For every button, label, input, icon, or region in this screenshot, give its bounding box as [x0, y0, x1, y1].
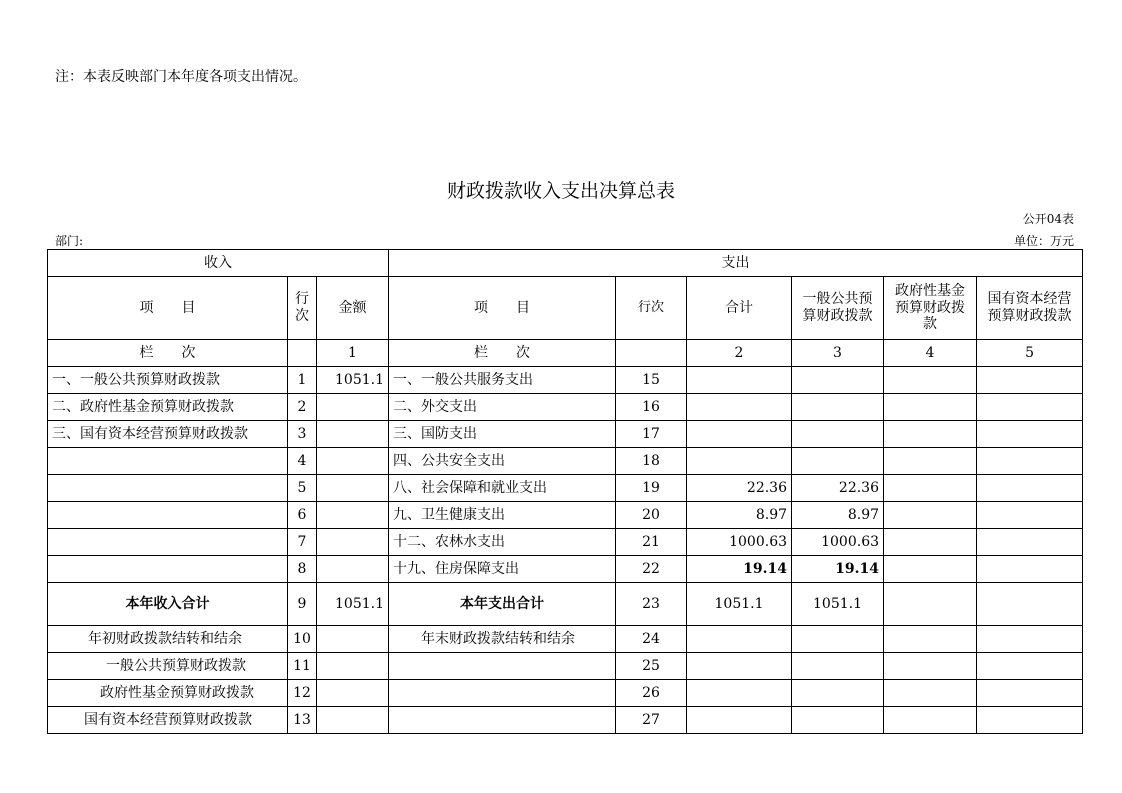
expense-item-header: 项 目 — [389, 277, 616, 340]
expense-row-no: 23 — [616, 583, 687, 626]
general-budget-cell — [792, 653, 884, 680]
general-budget-cell: 1000.63 — [792, 529, 884, 556]
income-item: 二、政府性基金预算财政拨款 — [48, 394, 288, 421]
state-capital-cell — [977, 367, 1083, 394]
table-note: 注：本表反映部门本年度各项支出情况。 — [55, 69, 307, 85]
table-row — [48, 367, 1083, 394]
expense-row-no: 24 — [616, 626, 687, 653]
table-row — [48, 556, 1083, 583]
table-row — [48, 626, 1083, 653]
gov-fund-cell — [884, 367, 977, 394]
income-item — [48, 529, 288, 556]
table-row — [48, 502, 1083, 529]
general-budget-cell — [792, 421, 884, 448]
gov-fund-cell — [884, 653, 977, 680]
expense-row-no: 15 — [616, 367, 687, 394]
expense-item: 九、卫生健康支出 — [389, 502, 616, 529]
state-capital-cell — [977, 394, 1083, 421]
income-row-no: 7 — [288, 529, 317, 556]
income-row-no: 5 — [288, 475, 317, 502]
expense-row-no: 18 — [616, 448, 687, 475]
general-budget-cell: 22.36 — [792, 475, 884, 502]
empty-cell — [288, 340, 317, 367]
income-amount — [317, 394, 389, 421]
expense-row-no: 25 — [616, 653, 687, 680]
gov-fund-cell — [884, 707, 977, 734]
state-capital-header: 国有资本经营预算财政拨款 — [977, 277, 1083, 340]
total-cell: 8.97 — [687, 502, 792, 529]
column-index-row — [48, 340, 1083, 367]
empty-cell — [616, 340, 687, 367]
income-row-no: 6 — [288, 502, 317, 529]
expense-item — [389, 680, 616, 707]
state-capital-cell — [977, 680, 1083, 707]
general-budget-header: 一般公共预算财政拨款 — [792, 277, 884, 340]
income-amount — [317, 556, 389, 583]
total-cell: 1051.1 — [687, 583, 792, 626]
general-budget-cell: 19.14 — [792, 556, 884, 583]
state-capital-cell — [977, 626, 1083, 653]
income-amount: 1051.1 — [317, 367, 389, 394]
state-capital-cell — [977, 448, 1083, 475]
income-item: 一、一般公共预算财政拨款 — [48, 367, 288, 394]
expense-row-no: 20 — [616, 502, 687, 529]
income-amount — [317, 475, 389, 502]
expense-total-label: 本年支出合计 — [389, 583, 616, 626]
expense-item: 二、外交支出 — [389, 394, 616, 421]
total-cell — [687, 421, 792, 448]
income-row-no-header: 行次 — [288, 277, 317, 340]
fiscal-summary-table — [47, 249, 1083, 734]
gov-fund-cell — [884, 421, 977, 448]
total-cell — [687, 626, 792, 653]
expense-item: 年末财政拨款结转和结余 — [389, 626, 616, 653]
income-item — [48, 475, 288, 502]
expense-item: 十九、住房保障支出 — [389, 556, 616, 583]
expense-row-no: 21 — [616, 529, 687, 556]
general-budget-cell — [792, 367, 884, 394]
income-item: 三、国有资本经营预算财政拨款 — [48, 421, 288, 448]
income-amount — [317, 421, 389, 448]
general-budget-cell — [792, 448, 884, 475]
income-total-amount: 1051.1 — [317, 583, 389, 626]
totals-row — [48, 583, 1083, 626]
gov-fund-cell — [884, 394, 977, 421]
state-capital-cell — [977, 653, 1083, 680]
income-row-no: 8 — [288, 556, 317, 583]
unit-label: 单位：万元 — [1013, 234, 1074, 248]
expense-item — [389, 707, 616, 734]
income-item: 年初财政拨款结转和结余 — [48, 626, 288, 653]
total-cell: 22.36 — [687, 475, 792, 502]
state-capital-cell — [977, 475, 1083, 502]
gov-fund-cell — [884, 680, 977, 707]
general-budget-cell — [792, 626, 884, 653]
table-row — [48, 475, 1083, 502]
total-cell: 1000.63 — [687, 529, 792, 556]
expense-item: 十二、农林水支出 — [389, 529, 616, 556]
expense-row-no: 26 — [616, 680, 687, 707]
expense-row-no-header: 行次 — [616, 277, 687, 340]
income-row-no: 13 — [288, 707, 317, 734]
expense-item — [389, 653, 616, 680]
income-amount — [317, 502, 389, 529]
income-row-no: 4 — [288, 448, 317, 475]
expense-item: 三、国防支出 — [389, 421, 616, 448]
state-capital-cell — [977, 421, 1083, 448]
income-amount — [317, 707, 389, 734]
expense-row-no: 27 — [616, 707, 687, 734]
income-item-header: 项 目 — [48, 277, 288, 340]
expense-index-label: 栏 次 — [389, 340, 616, 367]
expense-item: 一、一般公共服务支出 — [389, 367, 616, 394]
table-row — [48, 653, 1083, 680]
form-number: 公开04表 — [1022, 212, 1074, 226]
col-index-5: 5 — [977, 340, 1083, 367]
income-row-no: 11 — [288, 653, 317, 680]
income-item: 政府性基金预算财政拨款 — [48, 680, 288, 707]
income-item: 国有资本经营预算财政拨款 — [48, 707, 288, 734]
state-capital-cell — [977, 583, 1083, 626]
expense-row-no: 17 — [616, 421, 687, 448]
state-capital-cell — [977, 502, 1083, 529]
column-header-row — [48, 277, 1083, 340]
income-index-label: 栏 次 — [48, 340, 288, 367]
gov-fund-cell — [884, 626, 977, 653]
income-row-no: 3 — [288, 421, 317, 448]
gov-fund-cell — [884, 448, 977, 475]
table-row — [48, 421, 1083, 448]
general-budget-cell: 1051.1 — [792, 583, 884, 626]
income-row-no: 1 — [288, 367, 317, 394]
total-cell — [687, 394, 792, 421]
expense-row-no: 16 — [616, 394, 687, 421]
col-index-2: 2 — [687, 340, 792, 367]
income-total-label: 本年收入合计 — [48, 583, 288, 626]
table-row — [48, 680, 1083, 707]
expense-row-no: 19 — [616, 475, 687, 502]
state-capital-cell — [977, 707, 1083, 734]
state-capital-cell — [977, 556, 1083, 583]
total-cell — [687, 367, 792, 394]
income-row-no: 2 — [288, 394, 317, 421]
expense-item: 八、社会保障和就业支出 — [389, 475, 616, 502]
income-amount — [317, 529, 389, 556]
general-budget-cell — [792, 707, 884, 734]
income-item — [48, 502, 288, 529]
general-budget-cell: 8.97 — [792, 502, 884, 529]
income-item — [48, 448, 288, 475]
income-amount — [317, 653, 389, 680]
income-item — [48, 556, 288, 583]
income-row-no: 12 — [288, 680, 317, 707]
department-label: 部门: — [55, 234, 84, 248]
gov-fund-cell — [884, 556, 977, 583]
income-amount — [317, 680, 389, 707]
total-cell — [687, 448, 792, 475]
income-row-no: 9 — [288, 583, 317, 626]
total-header: 合计 — [687, 277, 792, 340]
total-cell — [687, 707, 792, 734]
gov-fund-cell — [884, 475, 977, 502]
table-row — [48, 707, 1083, 734]
general-budget-cell — [792, 394, 884, 421]
gov-fund-cell — [884, 583, 977, 626]
general-budget-cell — [792, 680, 884, 707]
expense-section-header: 支出 — [389, 250, 1083, 277]
col-index-1: 1 — [317, 340, 389, 367]
income-item: 一般公共预算财政拨款 — [48, 653, 288, 680]
table-row — [48, 529, 1083, 556]
income-amount — [317, 448, 389, 475]
table-row — [48, 394, 1083, 421]
gov-fund-cell — [884, 529, 977, 556]
page-title: 财政拨款收入支出决算总表 — [446, 180, 675, 202]
col-index-3: 3 — [792, 340, 884, 367]
state-capital-cell — [977, 529, 1083, 556]
table-row — [48, 448, 1083, 475]
income-row-no: 10 — [288, 626, 317, 653]
income-amount — [317, 626, 389, 653]
expense-row-no: 22 — [616, 556, 687, 583]
total-cell — [687, 653, 792, 680]
gov-fund-header: 政府性基金预算财政拨款 — [884, 277, 977, 340]
section-header-row — [48, 250, 1083, 277]
total-cell — [687, 680, 792, 707]
gov-fund-cell — [884, 502, 977, 529]
expense-item: 四、公共安全支出 — [389, 448, 616, 475]
col-index-4: 4 — [884, 340, 977, 367]
total-cell: 19.14 — [687, 556, 792, 583]
amount-header: 金额 — [317, 277, 389, 340]
income-section-header: 收入 — [48, 250, 389, 277]
